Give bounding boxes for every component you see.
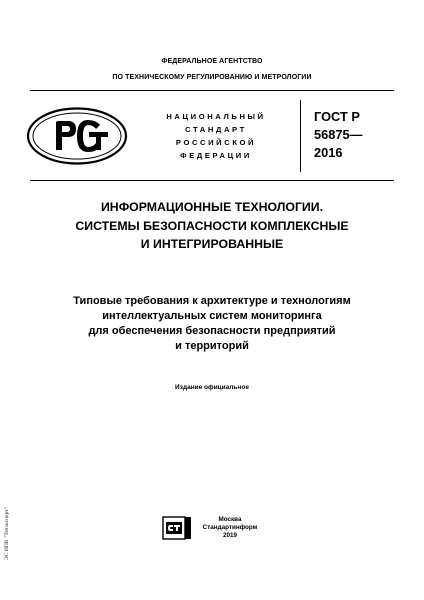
- gost-r-emblem-icon: [26, 106, 128, 166]
- document-title: [30, 198, 394, 254]
- middle-divider: [30, 180, 394, 181]
- gost-line-3: 2016: [314, 145, 343, 160]
- gost-number: [314, 108, 362, 162]
- publisher-name: Стандартинформ: [202, 524, 258, 532]
- national-standard-line-4: ФЕДЕРАЦИИ: [180, 151, 252, 160]
- gost-line-1: ГОСТ Р: [314, 109, 360, 124]
- publisher-info: [198, 516, 262, 541]
- title-line-3: И ИНТЕГРИРОВАННЫЕ: [140, 237, 284, 251]
- subtitle-line-4: и территорий: [175, 340, 249, 352]
- subtitle-line-2: интеллектуальных систем мониторинга: [102, 310, 322, 322]
- edition-label: Издание официальное: [175, 384, 249, 391]
- national-standard-label: [150, 110, 282, 162]
- title-line-1: ИНФОРМАЦИОННЫЕ ТЕХНОЛОГИИ.: [100, 200, 324, 214]
- agency-line-1: ФЕДЕРАЛЬНОЕ АГЕНТСТВО: [161, 58, 263, 65]
- subtitle-line-1: Типовые требования к архитектуре и технологиям: [73, 295, 351, 307]
- top-divider: [30, 90, 394, 91]
- document-subtitle: [30, 294, 394, 354]
- standartinform-logo-icon: [162, 516, 200, 540]
- national-standard-line-3: РОССИЙСКОЙ: [175, 138, 257, 147]
- gost-line-2: 56875—: [314, 127, 363, 142]
- side-watermark-note: ЭС ИПК "Техэксперт": [4, 506, 10, 560]
- national-standard-line-2: СТАНДАРТ: [185, 125, 247, 134]
- agency-line-2: ПО ТЕХНИЧЕСКОМУ РЕГУЛИРОВАНИЮ И МЕТРОЛОГИИ: [112, 74, 312, 81]
- publisher-year: 2019: [222, 532, 237, 540]
- subtitle-line-3: для обеспечения безопасности предприятий: [88, 325, 336, 337]
- national-standard-line-1: НАЦИОНАЛЬНЫЙ: [166, 112, 266, 121]
- vertical-divider: [300, 100, 301, 172]
- title-line-2: СИСТЕМЫ БЕЗОПАСНОСТИ КОМПЛЕКСНЫЕ: [75, 218, 349, 233]
- publisher-city: Москва: [218, 516, 242, 523]
